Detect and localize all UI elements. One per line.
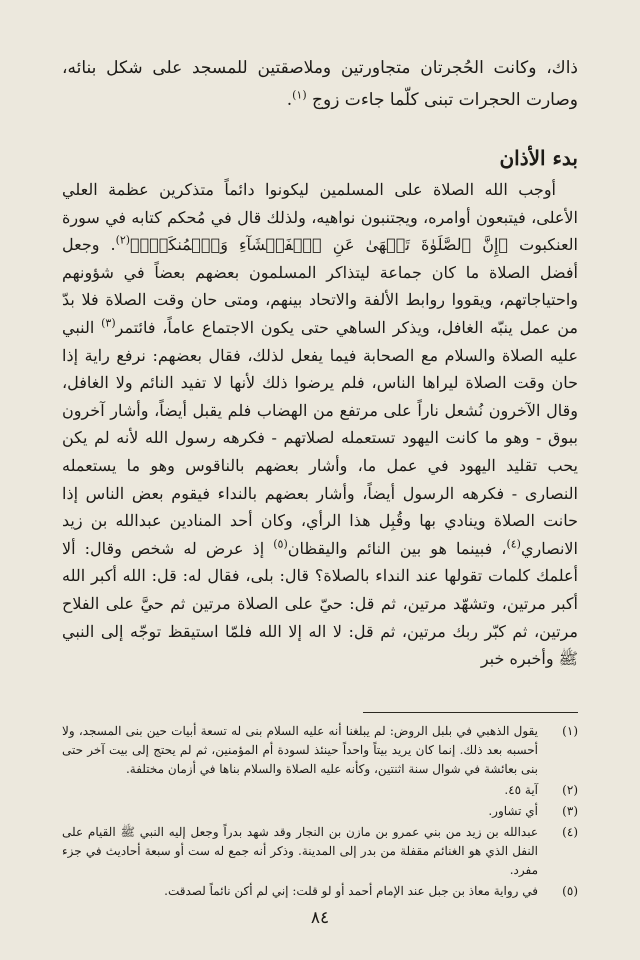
paragraph-text-part-1: أوجب الله الصلاة على المسلمين ليكونوا دائماً متذكرين عظمة العلي الأعلى، فيتبعون أوامره، ويجتنبون نواهيه، ولذلك قال في مُحكم كتابه في سورة العنكبوت ﴿إِنَّ ٱلصَّلَوٰةَ تَنۡهَىٰ عَنِ ٱلۡفَحۡشَآءِ وَٱلۡمُنكَرِۗ﴾ <box>62 180 578 255</box>
main-text <box>62 176 578 673</box>
footnote-item <box>62 722 578 779</box>
footnote-divider <box>363 712 578 713</box>
paragraph-text-part-2: . وجعل أفضل الصلاة ما كان جماعة ليتذاكر المسلمون بعضهم بعضاً في شؤونهم واحتياجاتهم، ويقووا روابط الألفة والاتحاد بينهم، ومتى حان وقت الصلاة فلا بدّ من عمل ينبّه الغافل، ويذكر الساهي حتى يكون الاجتماع عاماً، فائتمر <box>62 235 578 337</box>
footnote-number: (١) <box>562 724 578 738</box>
intro-paragraph <box>62 52 578 116</box>
footnote-ref-1: (١) <box>292 88 307 102</box>
main-paragraph <box>62 176 578 673</box>
page-number: ٨٤ <box>310 908 330 928</box>
footnote-text: يقول الذهبي في بلبل الروض: لم يبلغنا أنه عليه السلام بنى له تسعة أبيات حين بنى المسجد، ولا أحسبه بعد ذلك. إنما كان يريد بيتاً واحداً حينئذ لسودة أم المؤمنين، ثم لم يحتج إلى بيت آخر حتى بنى بعائشة في شوال سنة اثنتين، وكأنه عليه الصلاة والسلام بناها في أزمان مختلفة. <box>62 724 538 776</box>
footnote-number: (٢) <box>562 783 578 797</box>
footnote-item <box>62 802 578 821</box>
footnote-number: (٣) <box>562 804 578 818</box>
footnote-ref-2: (٢) <box>115 233 131 247</box>
intro-text: ذاك، وكانت الحُجرتان متجاورتين وملاصقتين للمسجد على شكل بنائه، وصارت الحجرات تبنى كلّما جاءت زوج <box>62 58 578 110</box>
intro-end: . <box>286 90 293 110</box>
footnote-number: (٥) <box>562 884 578 898</box>
footnote-text: في رواية معاذ بن جبل عند الإمام أحمد أو لو قلت: إني لم أكن نائماً لصدقت. <box>164 884 538 898</box>
paragraph-text-part-4: ، فبينما هو بين النائم واليقظان <box>287 538 507 558</box>
paragraph-text-part-3: النبي عليه الصلاة والسلام مع الصحابة فيما يفعل لذلك، فقال بعضهم: نرفع راية إذا حان وقت الصلاة ليراها الناس، فلم يرضوا ذلك لأنها لا تفيد النائم ولا الغافل، وقال الآخرون نُشعل ناراً على مرتفع من الهضاب فلم يقبل أيضاً، وأشار آخرون ببوق - وهو ما كانت اليهود تستعمله لصلاتهم - فكرهه رسول الله لأنه لم يكن يحب تقليد اليهود في عمل ما، وأشار بعضهم بالناقوس وهو ما يستعمله النصارى - فكرهه الرسول أيضاً، وأشار بعضهم بالنداء فيقوم بعض الناس إذا حانت الصلاة وينادي بها وقُبِل هذا الرأي، وكان أحد المنادين عبدالله بن زيد الانصاري <box>62 317 578 558</box>
footnote-number: (٤) <box>562 825 578 839</box>
footnote-text: آية ٤٥. <box>504 783 538 797</box>
footnote-item <box>62 781 578 800</box>
footnote-text: عبدالله بن زيد من بني عمرو بن مازن بن النجار وقد شهد بدراً وجعل إليه النبي ﷺ القيام على النفل الذي هو الغنائم مقفلة من بدر إلى المدينة. وذكر أنه جمع له ست أو سبعة أحاديث في جزء مفرد. <box>62 825 538 877</box>
intro-text-block <box>62 52 578 116</box>
footnote-ref-5: (٥) <box>273 537 288 551</box>
footnote-ref-3: (٣) <box>101 316 116 330</box>
section-title: بدء الأذان <box>499 146 578 170</box>
footnote-item <box>62 882 578 901</box>
footnote-ref-4: (٤) <box>506 537 521 551</box>
paragraph-text-part-5: إذ عرض له شخص وقال: ألا أعلمك كلمات تقولها عند النداء بالصلاة؟ قال: بلى، فقال له: قل: الله أكبر الله أكبر مرتين، وتشهّد مرتين، ثم قل: حيّ على الصلاة مرتين ثم حيَّ على الفلاح مرتين، ثم كبّر ربك مرتين، ثم قل: لا اله إلا الله فلمّا استيقظ توجّه إلى النبي ﷺ وأخبره خبر <box>62 538 578 669</box>
footnote-item <box>62 823 578 880</box>
footnotes-list <box>62 722 578 903</box>
footnote-text: أي تشاور. <box>488 804 538 818</box>
